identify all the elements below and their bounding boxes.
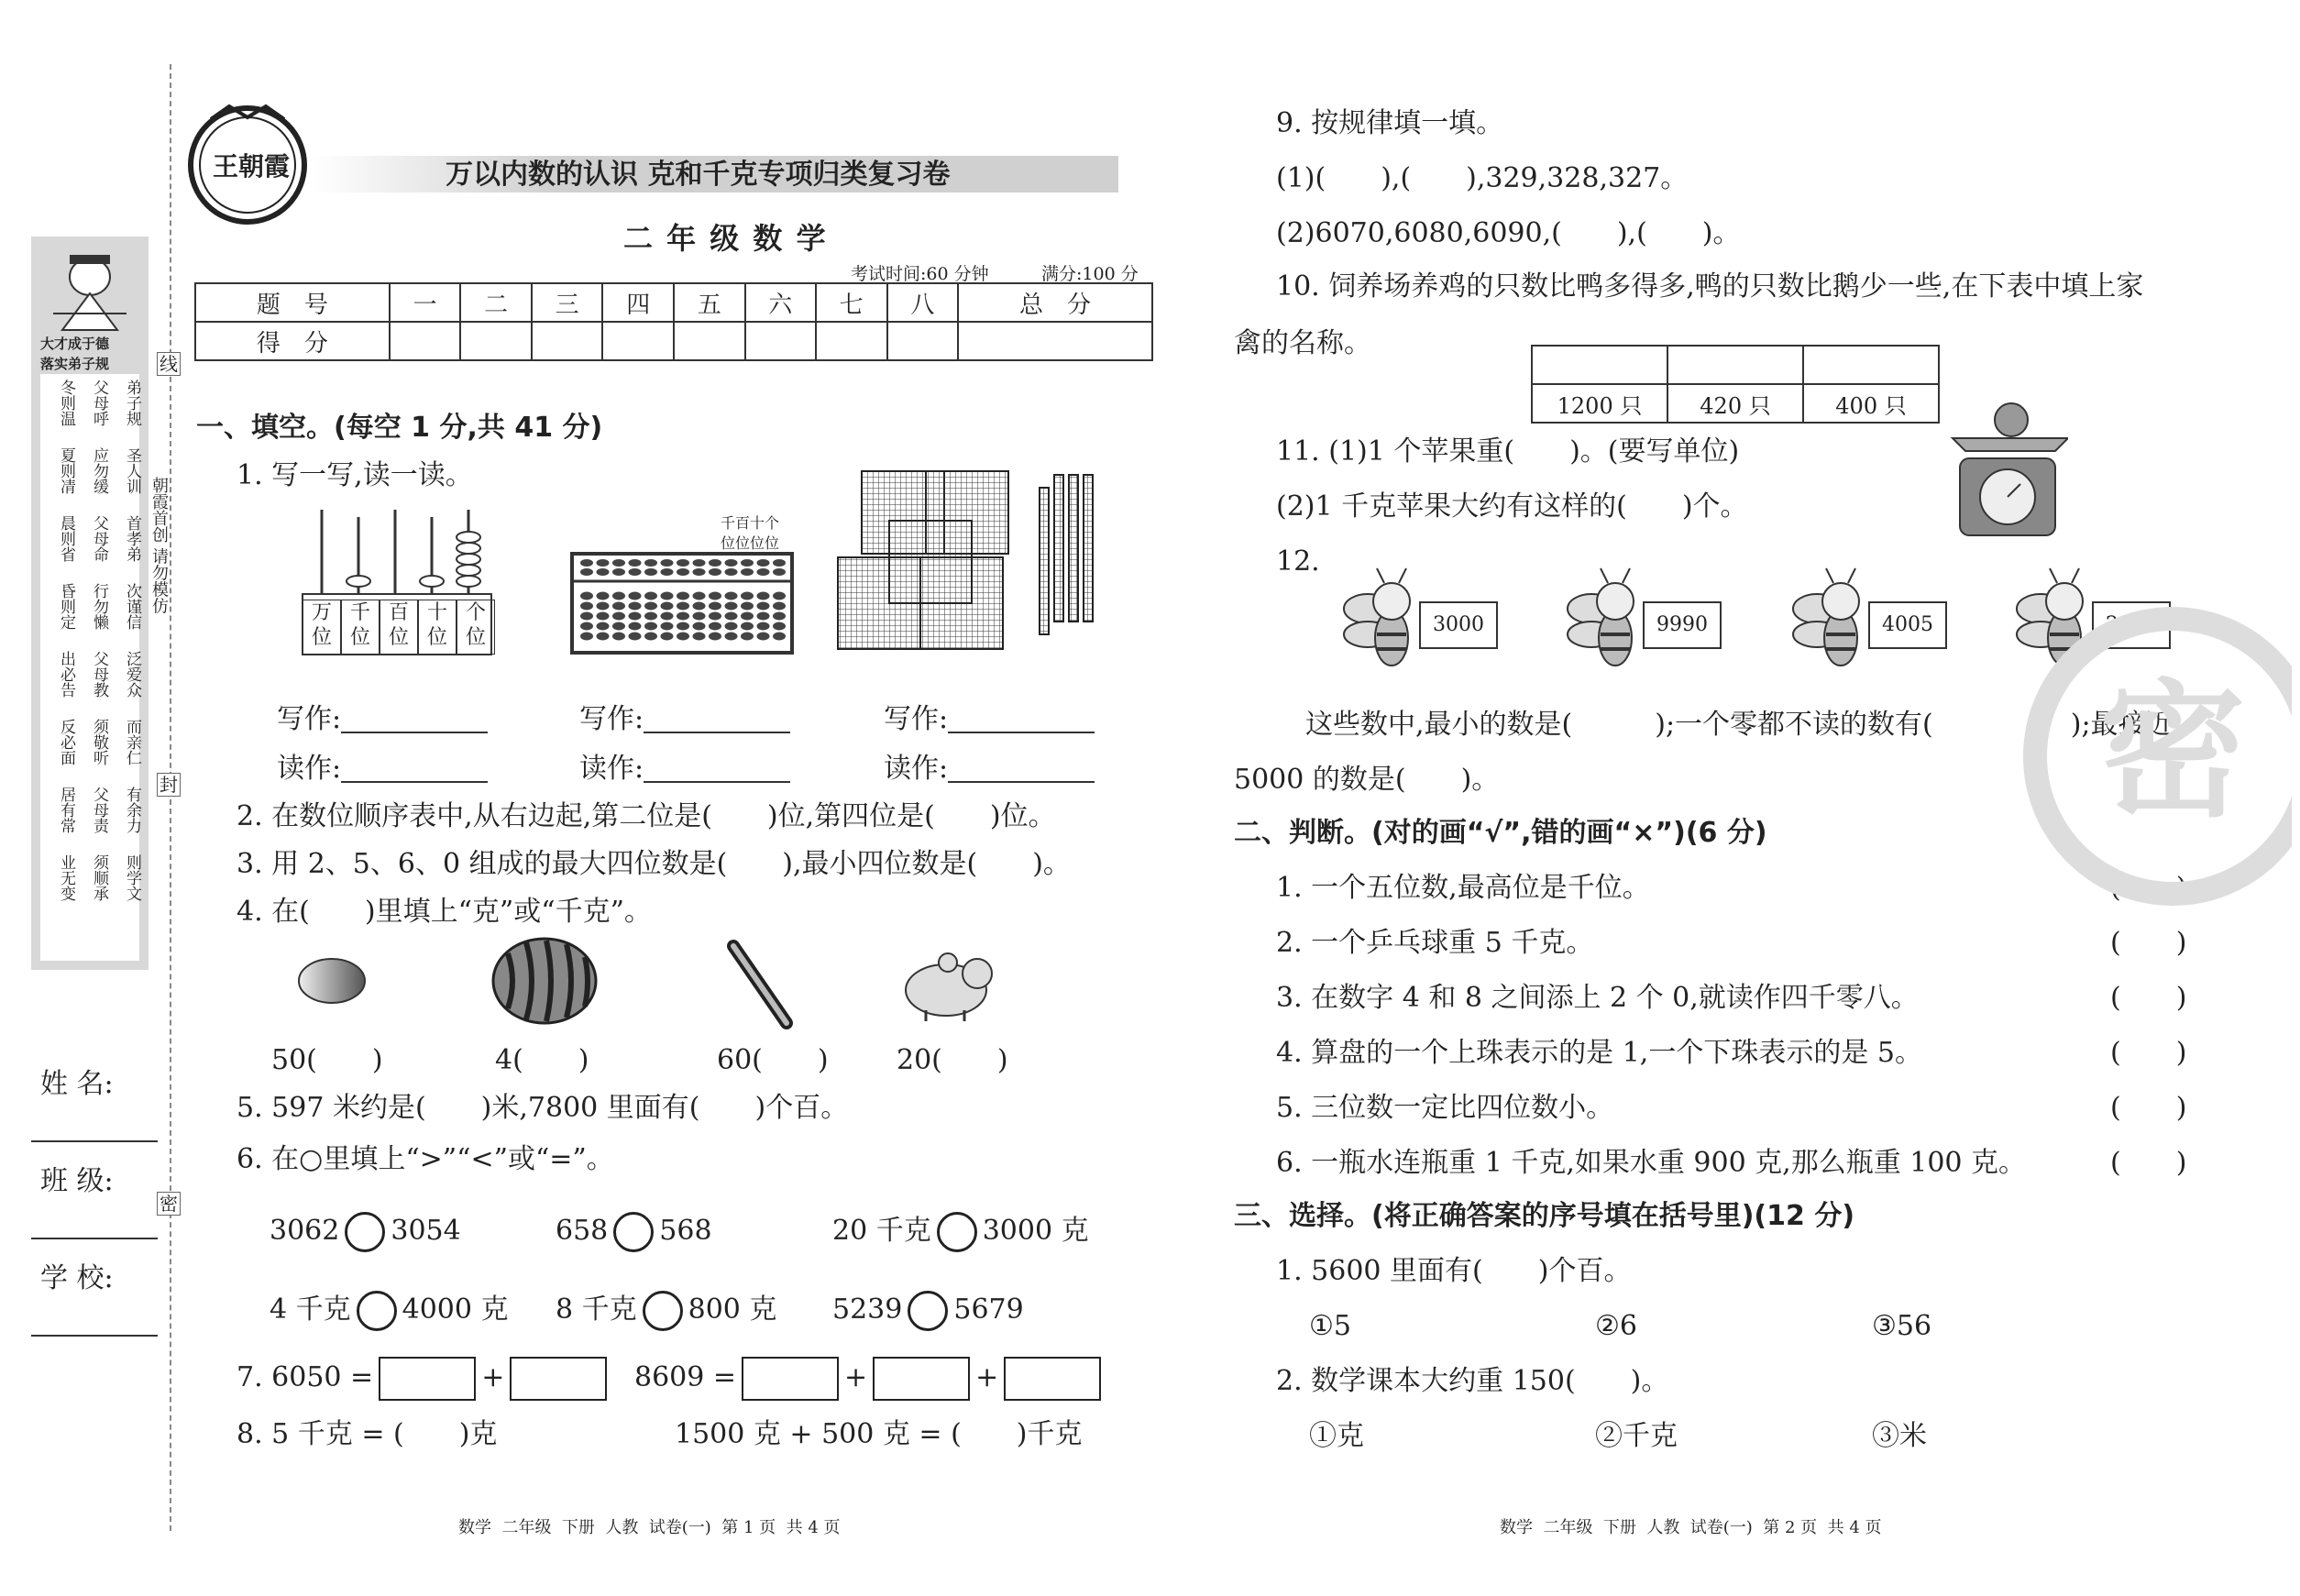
score-cell[interactable]	[674, 322, 745, 360]
seal-mi: 密	[157, 1192, 181, 1216]
dizigui-column: 首孝弟	[123, 515, 141, 562]
q7-left	[237, 1357, 612, 1401]
plus-sign: +	[844, 1361, 868, 1393]
compare-3	[832, 1212, 1089, 1252]
compare-1	[270, 1212, 461, 1252]
compare-circle[interactable]	[937, 1212, 977, 1252]
compare-2	[556, 1212, 712, 1252]
compare-circle[interactable]	[357, 1291, 397, 1331]
q12-label: 12.	[1276, 545, 1320, 578]
section-2-title: 二、判断。(对的画“√”,错的画“×”)(6 分)	[1234, 817, 1767, 849]
seal-feng: 封	[157, 773, 181, 797]
poultry-count: 1200 只	[1532, 384, 1667, 423]
answer-box[interactable]	[379, 1357, 476, 1401]
compare-right: 568	[659, 1215, 712, 1247]
choice-1-opt-a[interactable]: ①5	[1309, 1310, 1351, 1342]
score-header-cell: 题 号	[195, 283, 390, 322]
dizigui-column: 则学文	[123, 854, 141, 901]
dizigui-column: 晨则省	[57, 515, 75, 562]
compare-circle[interactable]	[908, 1291, 948, 1331]
binding-text: 朝霞首创 请勿模仿	[149, 477, 169, 614]
poultry-table	[1531, 345, 1940, 424]
q10-text: 10. 饲养场养鸡的只数比鸭多得多,鸭的只数比鹅少一些,在下表中填上家	[1276, 270, 2144, 303]
scale-image	[1949, 398, 2068, 537]
judge-item: 3. 在数字 4 和 8 之间添上 2 个 0,就读作四千零八。	[1276, 982, 1919, 1014]
read-row-3	[884, 755, 1095, 783]
judge-item: 6. 一瓶水连瓶重 1 千克,如果水重 900 克,那么瓶重 100 克。	[1276, 1147, 2027, 1179]
write-row-3	[884, 703, 1095, 735]
dizigui-panel	[40, 374, 139, 961]
q12-text-2: 5000 的数是( )。	[1234, 764, 1500, 796]
paper-title: 万以内数的认识 克和千克专项归类复习卷	[446, 159, 951, 191]
footer-left: 数学 二年级 下册 人教 试卷(一) 第 1 页 共 4 页	[458, 1518, 841, 1537]
compare-left: 20 千克	[832, 1215, 931, 1247]
dizigui-column: 居有常	[57, 787, 75, 833]
score-header-cell: 七	[816, 283, 887, 322]
bee-icon	[1340, 565, 1423, 684]
read-label-1: 读作:	[277, 753, 342, 785]
q10-text-2: 禽的名称。	[1234, 327, 1371, 359]
judge-item: 1. 一个五位数,最高位是千位。	[1276, 872, 1650, 904]
full-score: 满分:100 分	[1041, 264, 1139, 284]
plus-sign: +	[481, 1361, 505, 1393]
section-1-title: 一、填空。(每空 1 分,共 41 分)	[196, 412, 603, 444]
poultry-name-1[interactable]	[1532, 346, 1667, 384]
write-row	[277, 703, 488, 735]
read-label-3: 读作:	[884, 753, 949, 785]
score-cell[interactable]	[460, 322, 532, 360]
place-label: 百位	[380, 600, 418, 655]
dizigui-column: 父母责	[90, 787, 108, 833]
q9-text: 9. 按规律填一填。	[1276, 107, 1504, 139]
q3-text: 3. 用 2、5、6、0 组成的最大四位数是( ),最小四位数是( )。	[237, 848, 1071, 880]
compare-left: 8 千克	[556, 1293, 637, 1326]
judge-item: 4. 算盘的一个上珠表示的是 1,一个下珠表示的是 5。	[1276, 1037, 1922, 1069]
paper-subtitle: 二 年 级 数 学	[623, 221, 828, 256]
q4-text: 4. 在( )里填上“克”或“千克”。	[237, 896, 652, 928]
q9-1: (1)( ),( ),329,328,327。	[1276, 162, 1689, 194]
bee-icon	[1564, 565, 1646, 684]
dizigui-column: 父母教	[90, 651, 108, 698]
plus-sign: +	[975, 1361, 999, 1393]
write-row-2	[579, 703, 790, 735]
poultry-name-3[interactable]	[1803, 346, 1939, 384]
judge-answer-paren[interactable]: ( )	[2110, 1037, 2187, 1069]
q7-a-label: 7. 6050 =	[237, 1361, 374, 1393]
answer-box[interactable]	[873, 1357, 970, 1401]
sidebar-panel	[31, 237, 149, 970]
watermelon-image	[490, 935, 600, 1027]
read-blank-3[interactable]	[948, 757, 1095, 783]
q8-b: 1500 克 + 500 克 = ( )千克	[675, 1418, 1083, 1450]
score-cell[interactable]	[390, 322, 461, 360]
dizigui-column: 圣人训	[123, 447, 141, 494]
dizigui-column: 行勿懒	[90, 583, 108, 630]
secret-stamp	[2017, 605, 2292, 908]
bee-number: 4005	[1868, 601, 1947, 649]
compare-circle[interactable]	[345, 1212, 385, 1252]
dizigui-column: 应勿缓	[90, 447, 108, 494]
compare-left: 5239	[832, 1293, 903, 1326]
q2-text: 2. 在数位顺序表中,从右边起,第二位是( )位,第四位是( )位。	[237, 800, 1056, 832]
judge-item: 2. 一个乒乓球重 5 千克。	[1276, 927, 1594, 959]
choice-1: 1. 5600 里面有( )个百。	[1276, 1255, 1632, 1287]
choice-2-opt-b[interactable]: ②千克	[1595, 1420, 1678, 1452]
write-blank-3[interactable]	[948, 708, 1095, 733]
poultry-name-2[interactable]	[1667, 346, 1803, 384]
read-row	[277, 755, 488, 783]
motto-1: 大才成于德	[40, 336, 110, 352]
score-cell[interactable]	[958, 322, 1152, 360]
dizigui-column: 反必面	[57, 719, 75, 765]
choice-2-opt-c[interactable]: ③米	[1872, 1420, 1927, 1452]
compare-left: 4 千克	[270, 1293, 351, 1326]
seal-line: 线	[157, 352, 181, 376]
score-header-cell: 四	[602, 283, 674, 322]
dizigui-column: 冬则温	[57, 380, 75, 426]
q4-item-4: 20( )	[897, 1044, 1008, 1076]
write-label-1: 写作:	[277, 703, 342, 735]
q1-text: 1. 写一写,读一读。	[237, 459, 473, 491]
q11-1: 11. (1)1 个苹果重( )。(要写单位)	[1276, 435, 1740, 468]
compare-right: 3000 克	[982, 1215, 1089, 1247]
q4-item-3: 60( )	[717, 1044, 829, 1076]
egg-image	[295, 953, 369, 1008]
exam-time: 考试时间:60 分钟	[851, 264, 989, 284]
q7-right	[634, 1357, 1106, 1401]
section-3-title: 三、选择。(将正确答案的序号填在括号里)(12 分)	[1234, 1200, 1855, 1232]
dizigui-column: 须敬听	[90, 719, 108, 765]
choice-1-opt-b[interactable]: ②6	[1595, 1310, 1637, 1342]
read-blank-2[interactable]	[644, 757, 790, 783]
bead-abacus	[568, 550, 798, 656]
base-ten-blocks	[834, 466, 1109, 655]
answer-box[interactable]	[510, 1357, 607, 1401]
poultry-count: 420 只	[1667, 384, 1803, 423]
score-cell[interactable]	[745, 322, 817, 360]
judge-item: 5. 三位数一定比四位数小。	[1276, 1092, 1614, 1124]
dizigui-column: 昏则定	[57, 583, 75, 630]
poultry-count: 400 只	[1803, 384, 1939, 423]
school-label: 学 校:	[40, 1262, 114, 1294]
choice-1-opt-c[interactable]: ③56	[1872, 1310, 1932, 1342]
place-label: 千位	[341, 600, 380, 655]
place-label: 个位	[457, 600, 495, 655]
sheep-image	[895, 946, 1005, 1023]
score-header-cell: 五	[674, 283, 745, 322]
q4-item-1: 50( )	[271, 1044, 383, 1076]
abacus-labels-2: 位位位位	[721, 534, 780, 552]
compare-right: 800 克	[688, 1293, 777, 1326]
answer-box[interactable]	[1004, 1357, 1101, 1401]
dizigui-column: 须顺承	[90, 854, 108, 901]
compare-5	[556, 1291, 776, 1331]
judge-answer-paren[interactable]: ( )	[2110, 982, 2187, 1014]
dizigui-column: 夏则凊	[57, 447, 75, 494]
scholar-illustration	[44, 249, 136, 332]
choice-2-opt-a[interactable]: ①克	[1309, 1420, 1364, 1452]
place-labels	[303, 600, 495, 655]
secret-stamp-char: 密	[2098, 666, 2247, 837]
write-label-2: 写作:	[579, 703, 644, 735]
write-label-3: 写作:	[884, 703, 949, 735]
compare-right: 3054	[391, 1215, 461, 1247]
q8-a: 8. 5 千克 = ( )克	[237, 1418, 498, 1450]
bee-icon	[1789, 565, 1872, 684]
compare-left: 3062	[270, 1215, 340, 1247]
compare-left: 658	[556, 1215, 609, 1247]
score-header-cell: 八	[887, 283, 959, 322]
compare-circle[interactable]	[613, 1212, 654, 1252]
judge-answer-paren[interactable]: ( )	[2110, 1092, 2187, 1124]
dizigui-column: 父母呼	[90, 380, 108, 426]
score-cell[interactable]	[887, 322, 959, 360]
class-field[interactable]	[31, 1238, 158, 1239]
dizigui-column: 弟子规	[123, 380, 141, 426]
compare-right: 5679	[953, 1293, 1024, 1326]
judge-answer-paren[interactable]: ( )	[2110, 927, 2187, 959]
read-row-2	[579, 755, 790, 783]
dizigui-column: 出必告	[57, 651, 75, 698]
bee-number: 2030	[2092, 601, 2171, 649]
dizigui-column: 而亲仁	[123, 719, 141, 765]
read-label-2: 读作:	[579, 753, 644, 785]
q11-2: (2)1 千克苹果大约有这样的( )个。	[1276, 490, 1748, 523]
place-label: 十位	[418, 600, 457, 655]
dizigui-column: 有余力	[123, 787, 141, 833]
judge-answer-paren[interactable]: ( )	[2110, 1147, 2187, 1179]
q4-item-2: 4( )	[495, 1044, 589, 1076]
judge-answer-paren[interactable]: ( )	[2110, 872, 2187, 904]
bee-card	[1564, 565, 1738, 684]
score-row-label: 得 分	[195, 322, 390, 360]
q12-text: 这些数中,最小的数是( );一个零都不读的数有( );最接近	[1305, 709, 2173, 741]
name-label: 姓 名:	[40, 1068, 114, 1100]
compare-circle[interactable]	[643, 1291, 683, 1331]
score-cell[interactable]	[816, 322, 887, 360]
q5-text: 5. 597 米约是( )米,7800 里面有( )个百。	[237, 1092, 849, 1124]
choice-2: 2. 数学课本大约重 150( )。	[1276, 1365, 1669, 1397]
score-header-cell: 三	[532, 283, 603, 322]
footer-right: 数学 二年级 下册 人教 试卷(一) 第 2 页 共 4 页	[1500, 1518, 1882, 1537]
score-header-cell: 一	[390, 283, 461, 322]
score-header-cell: 六	[745, 283, 817, 322]
answer-box[interactable]	[742, 1357, 839, 1401]
place-label: 万位	[303, 600, 341, 655]
bee-number: 3000	[1419, 601, 1498, 649]
dizigui-column: 业无变	[57, 854, 75, 901]
read-blank-1[interactable]	[341, 757, 488, 783]
dizigui-column: 泛爱众	[123, 651, 141, 698]
write-blank-2[interactable]	[644, 708, 790, 733]
binding-line	[170, 64, 171, 1531]
motto-2: 落实弟子规	[40, 356, 110, 372]
pen-image	[724, 939, 798, 1030]
score-cell[interactable]	[532, 322, 603, 360]
bee-card	[1340, 565, 1514, 684]
abacus-labels: 千百十个	[721, 514, 780, 532]
score-table	[194, 282, 1153, 361]
write-blank-1[interactable]	[341, 708, 488, 733]
name-field[interactable]	[31, 1140, 158, 1142]
dizigui-column: 父母命	[90, 515, 108, 562]
class-label: 班 级:	[40, 1165, 114, 1197]
logo-text: 王朝霞	[213, 151, 291, 182]
q7-b-label: 8609 =	[634, 1361, 737, 1393]
bee-number: 9990	[1643, 601, 1722, 649]
q6-text: 6. 在○里填上“>”“<”或“=”。	[237, 1143, 614, 1175]
q9-2: (2)6070,6080,6090,( ),( )。	[1276, 217, 1741, 249]
dizigui-column: 次谨信	[123, 583, 141, 630]
compare-6	[832, 1291, 1024, 1331]
score-header-cell: 二	[460, 283, 532, 322]
compare-4	[270, 1291, 509, 1331]
bee-card	[1789, 565, 1964, 684]
school-field[interactable]	[31, 1335, 158, 1337]
compare-right: 4000 克	[402, 1293, 509, 1326]
score-header-cell: 总 分	[958, 283, 1152, 322]
score-cell[interactable]	[602, 322, 674, 360]
